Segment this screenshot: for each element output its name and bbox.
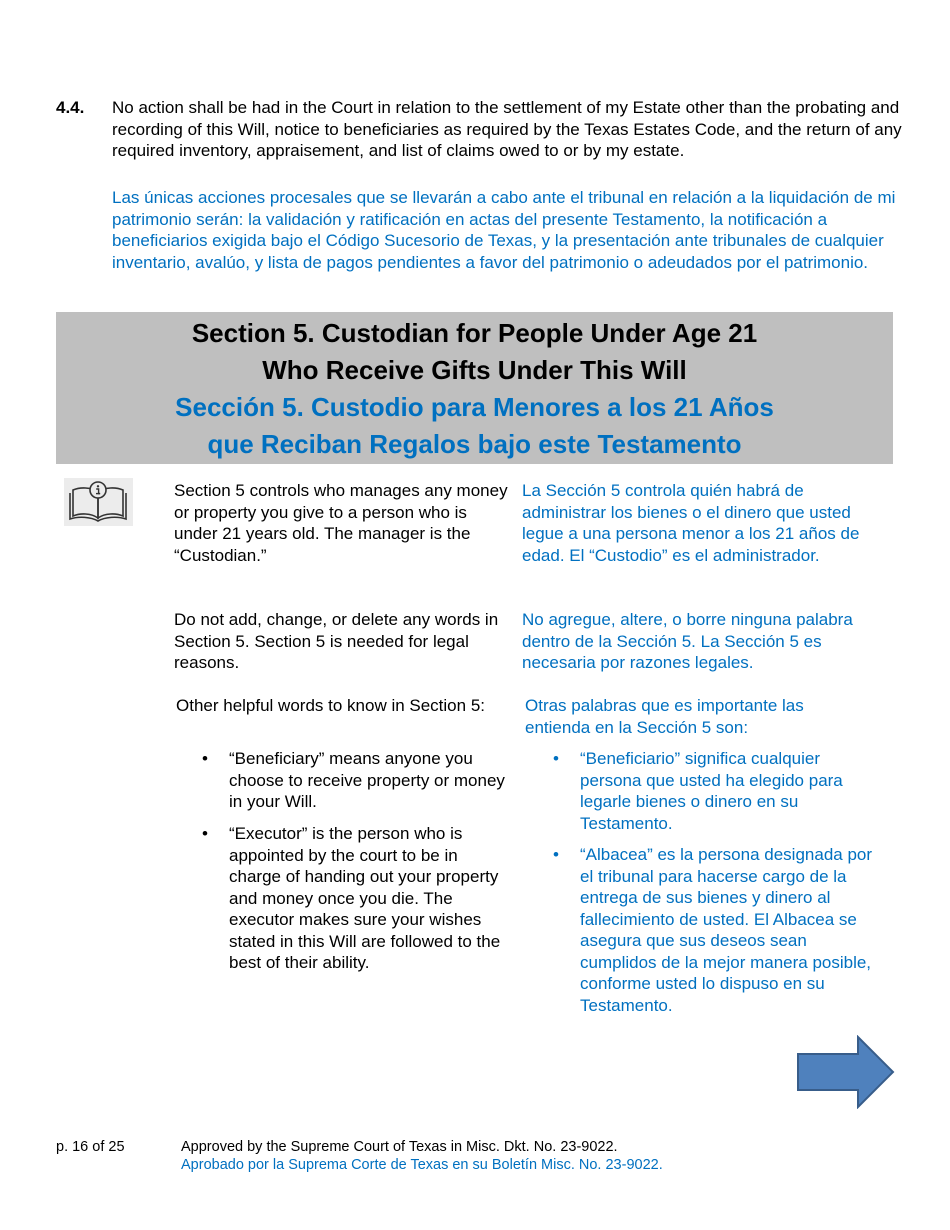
helpful-words-intro-spanish: Otras palabras que es importante las entienda en la Sección 5 son: [525, 696, 804, 737]
bullet-icon: • [202, 824, 208, 843]
definition-beneficiary-english: “Beneficiary” means anyone you choose to receive property or money in your Will. [229, 749, 505, 811]
info-text-no-changes-english: Do not add, change, or delete any words in Section 5. Section 5 is needed for legal reasons. [174, 610, 499, 672]
bullet-icon: • [202, 749, 208, 768]
section-title-spanish: Sección 5. Custodio para Menores a los 21 Años [175, 392, 774, 422]
next-page-arrow[interactable] [796, 1035, 896, 1109]
bullet-icon: • [553, 749, 559, 768]
clause-number: 4.4. [56, 98, 85, 117]
section-subtitle-english: Who Receive Gifts Under This Will [262, 355, 687, 385]
definition-executor-english: “Executor” is the person who is appointed by the court to be in charge of handing out your property and money once you die. The executor makes sure your wishes stated in this Will are followed to the best of their ability. [229, 824, 501, 972]
section-title-english: Section 5. Custodian for People Under Age 21 [191, 318, 758, 348]
right-arrow-icon[interactable] [796, 1035, 896, 1109]
info-text-custodian-spanish: La Sección 5 controla quién habrá de administrar los bienes o el dinero que usted legue a una persona menor a los 21 años de edad. El “Custodio” es el administrador. [522, 481, 860, 565]
bullet-icon: • [553, 845, 559, 864]
section-header [56, 312, 893, 464]
helpful-words-intro-english: Other helpful words to know in Section 5: [176, 696, 485, 715]
section-subtitle-spanish: que Reciban Regalos bajo este Testamento [207, 429, 742, 459]
approval-note-english: Approved by the Supreme Court of Texas in Misc. Dkt. No. 23-9022. [181, 1139, 618, 1155]
clause-text-spanish: Las únicas acciones procesales que se llevarán a cabo ante el tribunal en relación a la liquidación de mi patrimonio serán: la validación y ratificación en actas del presente Testamento, la notificación a beneficiarios exigida bajo el Código Sucesorio de Texas, y la presentación ante tribunales de cualquier inventario, avalúo, y lista de pagos pendientes a favor del patrimonio o adeudados por el patrimonio. [112, 188, 896, 272]
definition-executor-spanish: “Albacea” es la persona designada por el tribunal para hacerse cargo de la entrega de sus bienes y dinero al fallecimiento de usted. El Albacea se asegura que sus deseos sean cumplidos de la mejor manera posible, conforme usted lo dispuso en su Testamento. [580, 845, 873, 1015]
info-text-no-changes-spanish: No agregue, altere, o borre ninguna palabra dentro de la Sección 5. La Sección 5 es necesaria por razones legales. [522, 610, 853, 672]
page-number: p. 16 of 25 [56, 1139, 125, 1155]
definition-beneficiary-spanish: “Beneficiario” significa cualquier persona que usted ha elegido para legarle bienes o dinero en su Testamento. [580, 749, 843, 833]
info-book-icon [64, 478, 133, 526]
info-text-custodian-english: Section 5 controls who manages any money or property you give to a person who is under 21 years old. The manager is the “Custodian.” [174, 481, 508, 565]
clause-text-english: No action shall be had in the Court in relation to the settlement of my Estate other than the probating and recording of this Will, notice to beneficiaries as required by the Texas Estates Code, and the return of any required inventory, appraisement, and list of claims owed to or by my estate. [112, 98, 902, 160]
approval-note-spanish: Aprobado por la Suprema Corte de Texas en su Boletín Misc. No. 23-9022. [181, 1157, 663, 1173]
